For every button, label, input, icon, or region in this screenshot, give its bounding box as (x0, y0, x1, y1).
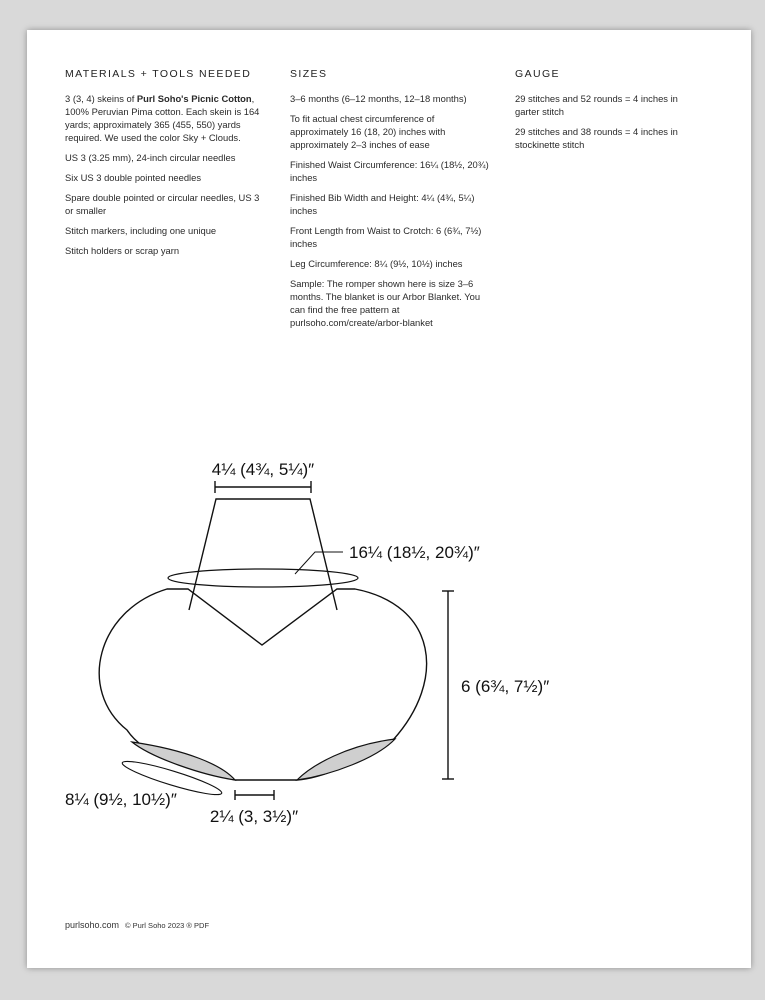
materials-yarn: 3 (3, 4) skeins of Purl Soho's Picnic Cotton, 100% Peruvian Pima cotton. Each skein is 164 yards; approximately 365 (455, 550) yards required. We used the color Sky + Clouds. (65, 93, 260, 143)
sizes-item: Front Length from Waist to Crotch: 6 (6¾, 7½) inches (290, 225, 482, 249)
materials-item: US 3 (3.25 mm), 24-inch circular needles (65, 152, 236, 163)
sizes-item: Sample: The romper shown here is size 3–6 months. The blanket is our Arbor Blanket. You can find the free pattern at purlsoho.com/create/arbor-blanket (290, 278, 481, 328)
pattern-page (27, 30, 751, 968)
yarn-link[interactable]: Purl Soho's Picnic Cotton (136, 93, 252, 104)
length-label: 6 (6¾, 7½)″ (461, 677, 550, 696)
leg-label: 8¼ (9½, 10½)″ (65, 790, 177, 809)
crotch-label: 2¼ (3, 3½)″ (209, 807, 299, 826)
gauge-item: 29 stitches and 52 rounds = 4 inches in garter stitch (515, 93, 678, 117)
gauge-item: 29 stitches and 38 rounds = 4 inches in stockinette stitch (515, 126, 678, 150)
materials-item: Six US 3 double pointed needles (65, 172, 202, 183)
sizes-item: To fit actual chest circumference of approximately 16 (18, 20) inches with approximately 2–3 inches of ease (290, 113, 446, 150)
footer-copyright: © Purl Soho 2023 ® PDF (125, 921, 210, 930)
footer (65, 920, 209, 930)
waist-label: 16¼ (18½, 20¾)″ (349, 543, 480, 562)
sizes-item: Leg Circumference: 8¼ (9½, 10½) inches (290, 258, 463, 269)
sizes-heading: SIZES (290, 68, 328, 80)
footer-site[interactable]: purlsoho.com (65, 920, 120, 930)
sizes-item: 3–6 months (6–12 months, 12–18 months) (290, 93, 467, 104)
sizes-item: Finished Waist Circumference: 16¼ (18½, 20¾) inches (290, 159, 489, 183)
bib-width-label: 4¼ (4¾, 5¼)″ (211, 460, 315, 479)
gauge-heading: GAUGE (515, 68, 560, 80)
materials-item: Stitch markers, including one unique (65, 225, 217, 236)
romper-schematic (27, 30, 751, 968)
materials-item: Stitch holders or scrap yarn (65, 245, 180, 256)
sizes-item: Finished Bib Width and Height: 4¼ (4¾, 5¼) inches (290, 192, 475, 216)
materials-heading: MATERIALS + TOOLS NEEDED (65, 68, 252, 80)
bib-outline (189, 499, 337, 610)
materials-item: Spare double pointed or circular needles, US 3 or smaller (65, 192, 260, 216)
right-leg-opening (297, 739, 395, 780)
